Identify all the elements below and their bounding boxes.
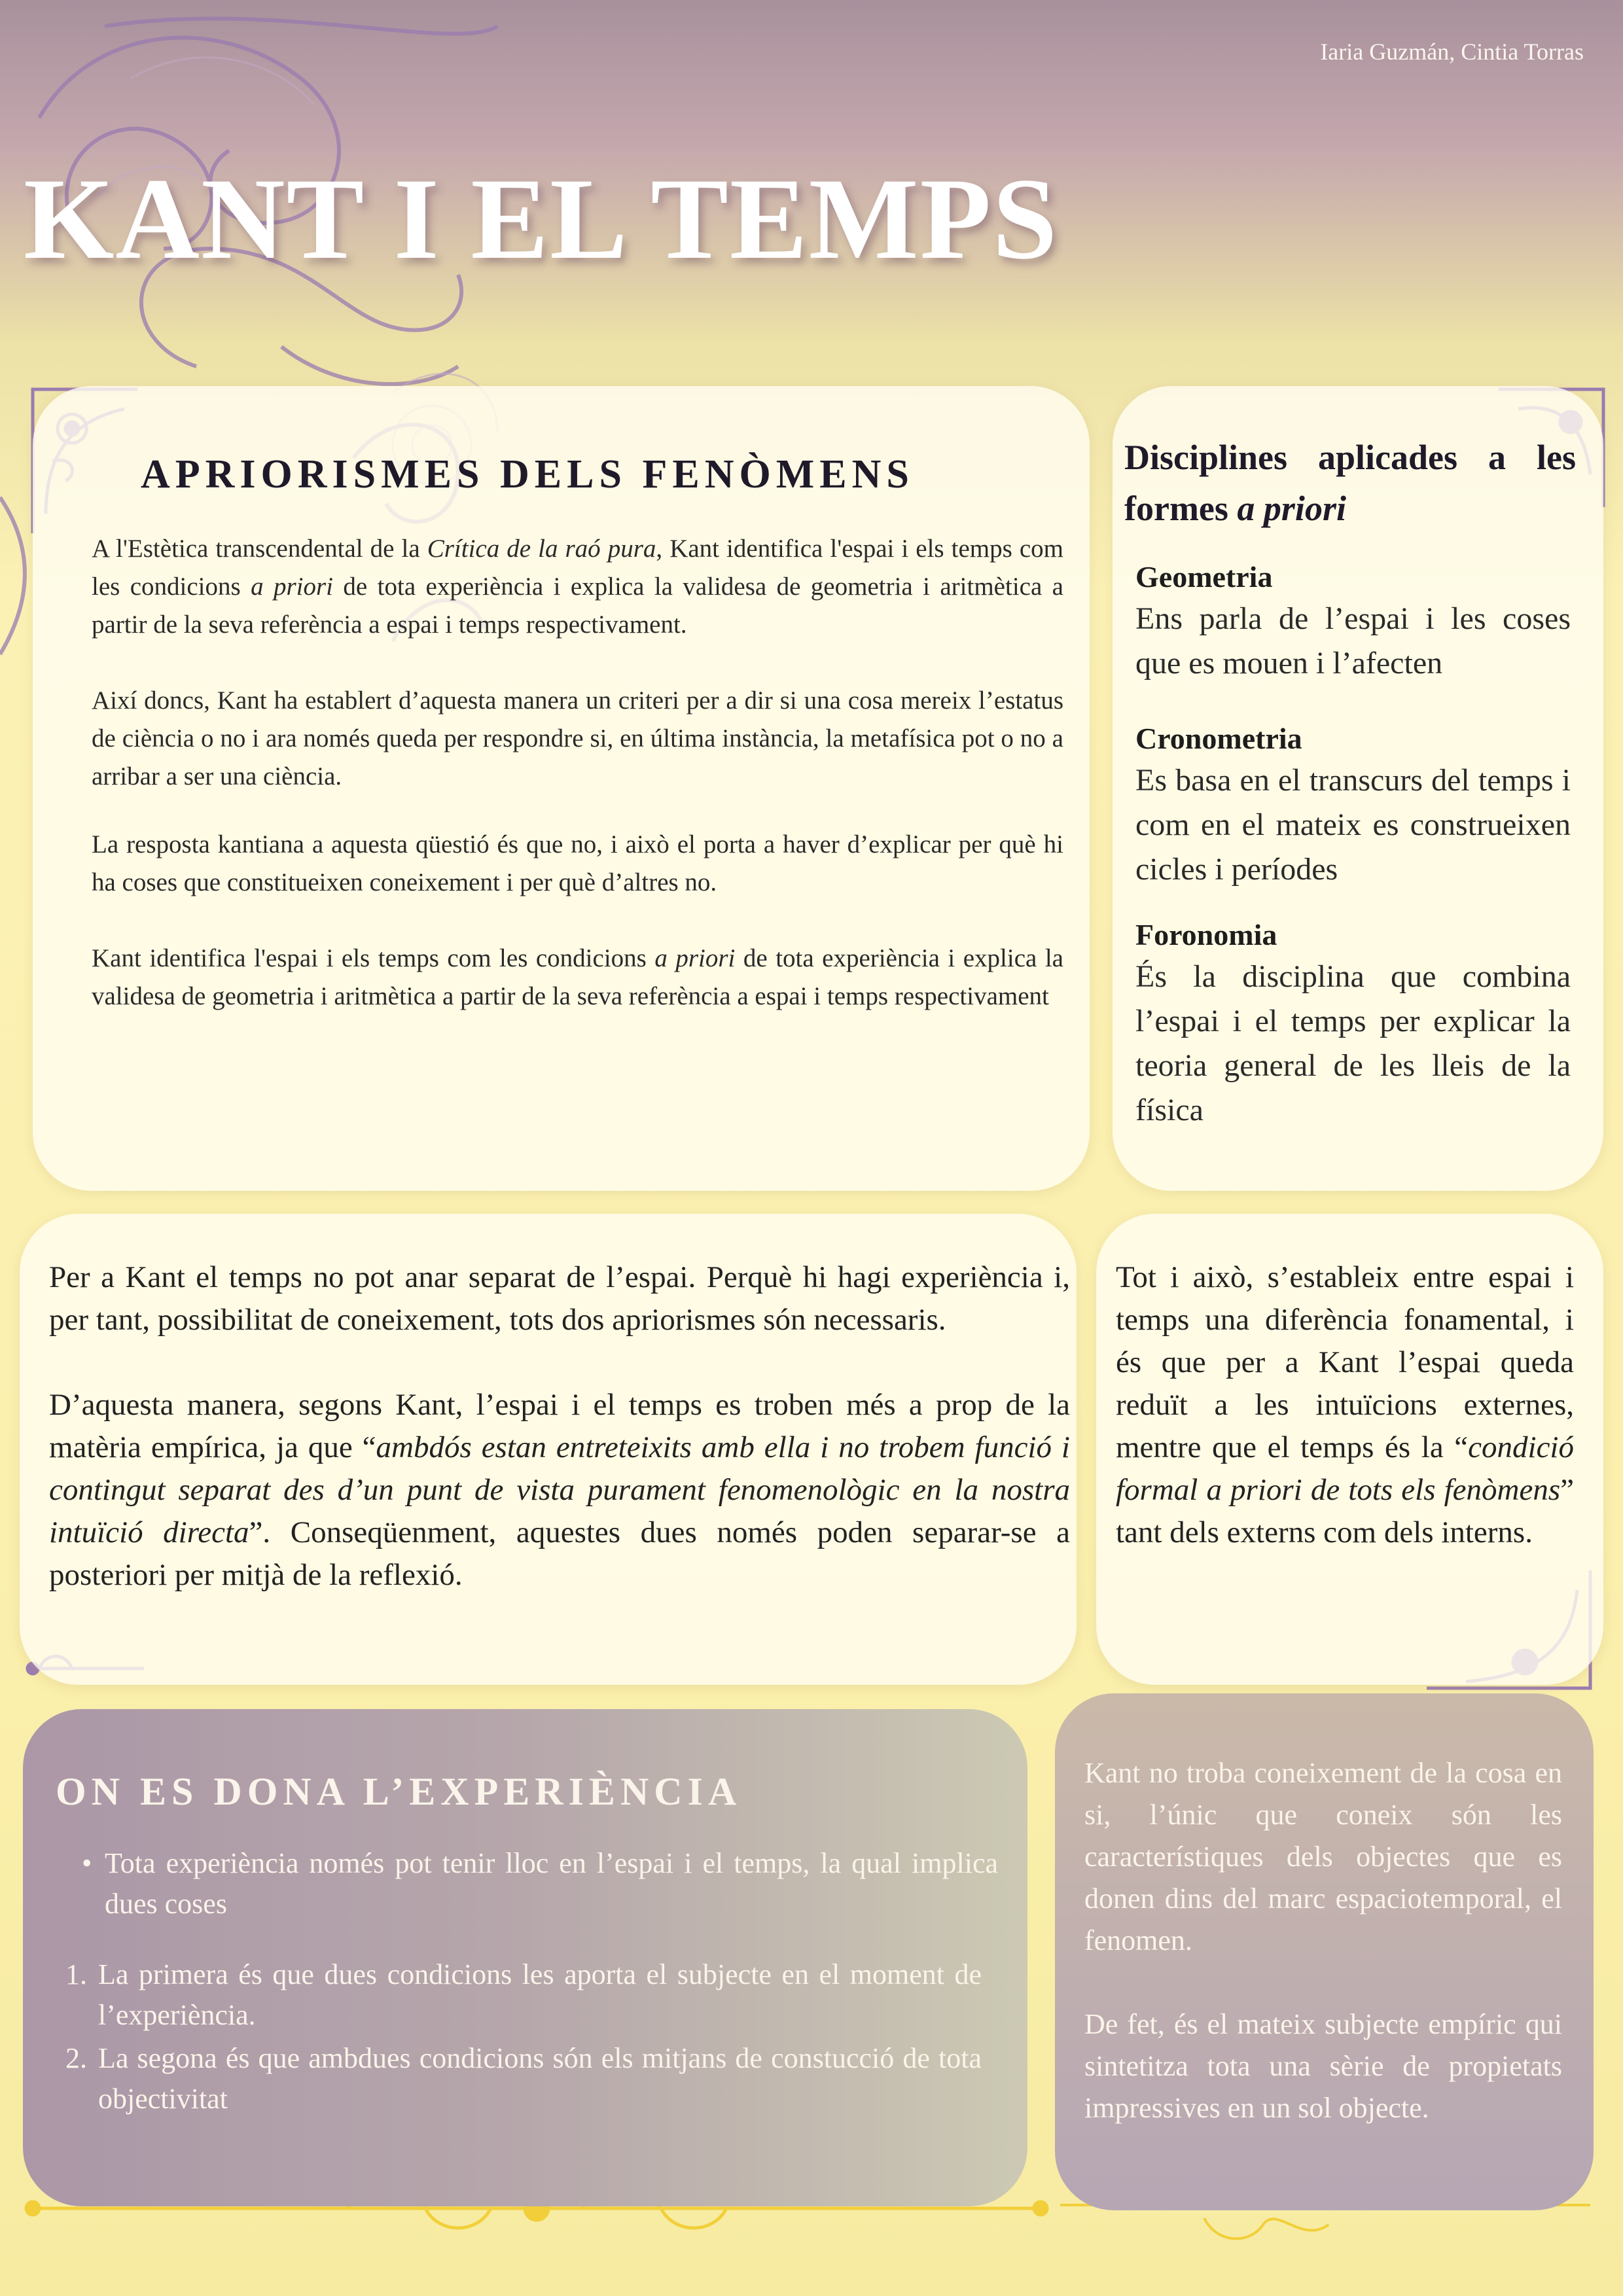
apriorismes-paragraph-3: La resposta kantiana a aquesta qüestió és que no, i això el porta a haver d’explicar per què hi ha coses que constitueixen coneixement i per què d’altres no. — [92, 830, 1063, 896]
coneixement-paragraph-2: De fet, és el mateix subjecte empíric qui sintetitza tota una sèrie de propietats impressives en un sol objecte. — [1084, 2008, 1562, 2124]
apriorismes-card — [33, 386, 1090, 1191]
list-text: La primera és que dues condicions les aporta el subjecte en el moment de l’experiència. — [98, 1958, 982, 2031]
bullet-text: Tota experiència només pot tenir lloc en l’espai i el temps, la qual implica dues coses — [105, 1847, 998, 1920]
bullet-dot: • — [82, 1847, 92, 1879]
discipline-label: Foronomia — [1135, 918, 1277, 951]
list-text: La segona és que ambdues condicions són els mitjans de constucció de tota objectivitat — [98, 2042, 982, 2115]
apriorismes-text — [92, 530, 1063, 1016]
experiencia-card — [23, 1709, 1027, 2206]
diferencia-card — [1096, 1214, 1603, 1685]
apriorismes-paragraph-1: A l'Estètica transcendental de la Crítica de la raó pura, Kant identifica l'espai i els temps com les condicions a priori de tota experiència i explica la validesa de geometria i aritmètica a partir de la seva referència a espai i temps respectivament. — [92, 535, 1063, 639]
discipline-text: Ens parla de l’espai i les coses que es mouen i l’afecten — [1135, 601, 1571, 680]
list-number: 2. — [65, 2042, 87, 2074]
experiencia-list — [65, 1954, 982, 2119]
list-item — [65, 1954, 982, 2036]
apriorismes-paragraph-4: Kant identifica l'espai i els temps com les condicions a priori de tota experiència i explica la validesa de geometria i aritmètica a partir de la seva referència a espai i temps respectivament — [92, 944, 1063, 1010]
apriorismes-heading: APRIORISMES DELS FENÒMENS — [141, 452, 914, 497]
discipline-cronometria — [1135, 721, 1571, 892]
temps-espai-card — [20, 1214, 1077, 1685]
temps-espai-paragraph-2: D’aquesta manera, segons Kant, l’espai i el temps es troben més a prop de la matèria empírica, ja que “ambdós estan entreteixits amb ella i no trobem funció i contingut separat des d’un punt de vista purament fenomenològic en la nostra intuïció directa”. Conseqüenment, aquestes dues només poden separar-se a posteriori per mitjà de la reflexió. — [49, 1388, 1070, 1592]
discipline-label: Cronometria — [1135, 722, 1302, 755]
discipline-foronomia — [1135, 917, 1571, 1133]
temps-espai-text — [49, 1256, 1070, 1597]
disciplines-card — [1113, 386, 1603, 1191]
experiencia-bullet — [82, 1843, 998, 1924]
temps-espai-paragraph-1: Per a Kant el temps no pot anar separat de l’espai. Perquè hi hagi experiència i, per tant, possibilitat de coneixement, tots dos apriorismes són necessaris. — [49, 1260, 1070, 1337]
apriorismes-paragraph-2: Així doncs, Kant ha establert d’aquesta manera un criteri per a dir si una cosa mereix l’estatus de ciència o no i ara només queda per respondre si, en última instància, la metafísica pot o no a arribar a ser una ciència. — [92, 686, 1063, 790]
diferencia-text: Tot i això, s’estableix entre espai i temps una diferència fonamental, i és que per a Kant l’espai queda reduït a les intuïcions externes, mentre que el temps és la “condició formal a priori de tots els fenòmens” tant dels externs com dels interns. — [1116, 1260, 1574, 1549]
discipline-text: És la disciplina que combina l’espai i el temps per explicar la teoria general de les lleis de la física — [1135, 959, 1571, 1127]
disciplines-heading: Disciplines aplicades a les formes a priori — [1124, 438, 1576, 528]
coneixement-text — [1084, 1752, 1562, 2129]
coneixement-card — [1055, 1693, 1594, 2210]
list-item — [65, 2038, 982, 2119]
discipline-text: Es basa en el transcurs del temps i com en el mateix es construeixen cicles i períodes — [1135, 763, 1571, 887]
authors: Iaria Guzmán, Cintia Torras — [1320, 39, 1584, 65]
coneixement-paragraph-1: Kant no troba coneixement de la cosa en si, l’únic que coneix són les característiques dels objectes que es donen dins del marc espaciotemporal, el fenomen. — [1084, 1757, 1562, 1956]
list-number: 1. — [65, 1958, 87, 1990]
experiencia-heading: ON ES DONA L’EXPERIÈNCIA — [56, 1770, 742, 1813]
page-title: KANT I EL TEMPS — [24, 154, 1059, 283]
discipline-label: Geometria — [1135, 560, 1273, 593]
discipline-geometria — [1135, 559, 1571, 686]
